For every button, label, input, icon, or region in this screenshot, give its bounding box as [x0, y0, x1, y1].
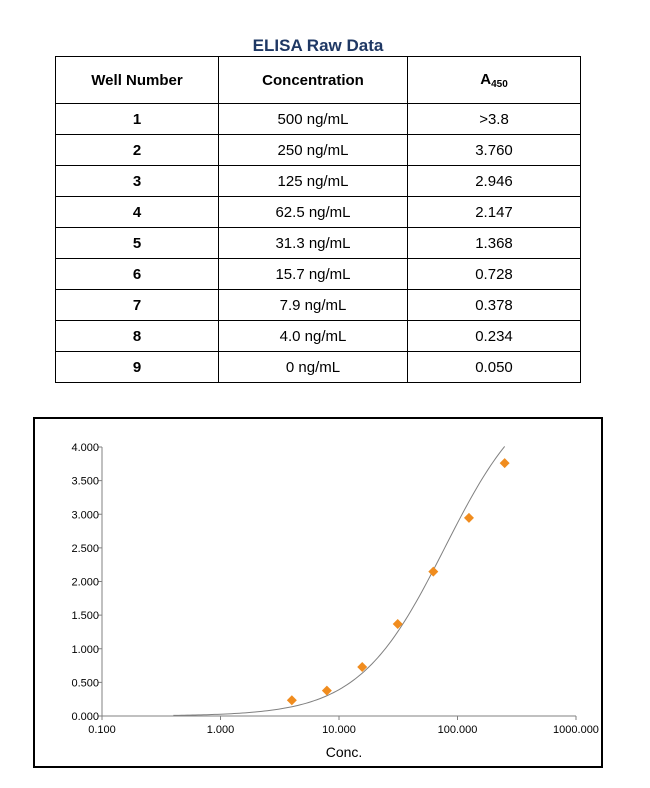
- x-tick-label: 1000.000: [553, 724, 599, 736]
- cell-absorbance: 0.378: [408, 290, 581, 321]
- data-point: [464, 513, 474, 523]
- cell-concentration: 0 ng/mL: [219, 352, 408, 383]
- cell-absorbance: >3.8: [408, 104, 581, 135]
- table-row: [56, 166, 581, 197]
- header-concentration: Concentration: [219, 57, 408, 104]
- data-point: [287, 695, 297, 705]
- cell-concentration: 7.9 ng/mL: [219, 290, 408, 321]
- cell-concentration: 4.0 ng/mL: [219, 321, 408, 352]
- cell-well-number: 2: [56, 135, 219, 166]
- cell-concentration: 250 ng/mL: [219, 135, 408, 166]
- cell-well-number: 4: [56, 197, 219, 228]
- y-tick-label: 3.000: [71, 509, 99, 522]
- y-tick-label: 2.000: [71, 576, 99, 589]
- table-row: [56, 259, 581, 290]
- fit-curve: [173, 446, 504, 715]
- header-well-number: Well Number: [56, 57, 219, 104]
- y-tick-label: 0.000: [71, 711, 99, 723]
- cell-well-number: 6: [56, 259, 219, 290]
- cell-absorbance: 0.234: [408, 321, 581, 352]
- table-row: [56, 104, 581, 135]
- y-tick-label: 1.000: [71, 643, 99, 656]
- cell-absorbance: 2.946: [408, 166, 581, 197]
- y-tick-label: 0.500: [71, 677, 99, 690]
- cell-well-number: 9: [56, 352, 219, 383]
- table-header-row: [56, 57, 581, 104]
- table-row: [56, 321, 581, 352]
- cell-well-number: 8: [56, 321, 219, 352]
- table-row: [56, 197, 581, 228]
- cell-absorbance: 3.760: [408, 135, 581, 166]
- data-point: [428, 567, 438, 577]
- table-title: ELISA Raw Data: [252, 36, 384, 55]
- table-row: [56, 135, 581, 166]
- data-point: [393, 619, 403, 629]
- x-tick-label: 10.000: [322, 724, 356, 736]
- chart-svg: [35, 419, 601, 766]
- table-row: [56, 228, 581, 259]
- header-absorbance: [408, 57, 581, 104]
- x-tick-label: 0.100: [88, 724, 116, 736]
- cell-well-number: 3: [56, 166, 219, 197]
- x-tick-label: 100.000: [437, 724, 478, 736]
- cell-concentration: 31.3 ng/mL: [219, 228, 408, 259]
- cell-well-number: 7: [56, 290, 219, 321]
- cell-well-number: 1: [56, 104, 219, 135]
- data-point: [500, 458, 510, 468]
- standard-curve-chart: [33, 417, 603, 768]
- cell-concentration: 62.5 ng/mL: [219, 197, 408, 228]
- cell-absorbance: 1.368: [408, 228, 581, 259]
- cell-concentration: 125 ng/mL: [219, 166, 408, 197]
- cell-concentration: 15.7 ng/mL: [219, 259, 408, 290]
- cell-well-number: 5: [56, 228, 219, 259]
- cell-absorbance: 0.728: [408, 259, 581, 290]
- cell-concentration: 500 ng/mL: [219, 104, 408, 135]
- table-row: [56, 352, 581, 383]
- x-tick-label: 1.000: [206, 724, 235, 736]
- elisa-raw-data-table: [55, 56, 581, 383]
- y-tick-label: 2.500: [71, 542, 99, 555]
- x-axis-label: Conc.: [325, 744, 363, 760]
- y-tick-label: 1.500: [71, 610, 99, 623]
- y-tick-label: 3.500: [71, 475, 99, 488]
- header-absorbance-label: A: [480, 70, 492, 88]
- header-absorbance-subscript: 450: [491, 78, 508, 90]
- y-tick-label: 4.000: [71, 442, 99, 454]
- cell-absorbance: 2.147: [408, 197, 581, 228]
- cell-absorbance: 0.050: [408, 352, 581, 383]
- table-row: [56, 290, 581, 321]
